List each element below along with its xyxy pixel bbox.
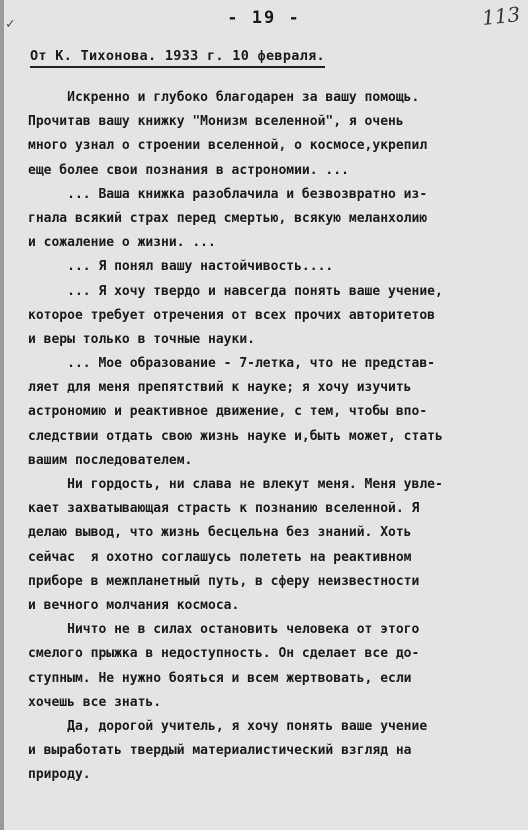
text-line: гнала всякий страх перед смертью, всякую меланхолию	[28, 210, 428, 226]
text-line: и веры только в точные науки.	[28, 331, 255, 347]
paragraph	[28, 618, 498, 715]
text-line: кает захватывающая страсть к познанию вселенной. Я	[28, 501, 420, 517]
text-line: Ни гордость, ни слава не влекут меня. Меня увле-	[28, 477, 443, 492]
text-line: смелого прыжка в недоступность. Он сделает все до-	[28, 646, 420, 662]
text-line: и выработать твердый материалистический взгляд на	[28, 743, 412, 759]
handwritten-folio-number: 113	[480, 2, 522, 30]
text-line: ... Я хочу твердо и навсегда понять ваше учение,	[28, 283, 443, 299]
text-line: ступным. Не нужно бояться и всем жертвовать, если	[28, 670, 412, 686]
text-line: природу.	[28, 767, 91, 783]
text-line: которое требует отречения от всех прочих авторитетов	[28, 307, 435, 323]
paragraph	[28, 473, 498, 618]
text-line: хочешь все знать.	[28, 694, 162, 710]
text-line: ... Я понял вашу настойчивость....	[28, 259, 334, 275]
corner-mark: ✓	[6, 16, 15, 32]
text-line: еще более свои познания в астрономии. ...	[28, 162, 349, 178]
text-line: Прочитав вашу книжку "Монизм вселенной", я очень	[28, 114, 404, 130]
letter-heading: От К. Тихонова. 1933 г. 10 февраля.	[30, 48, 325, 68]
text-line: вашим последователем.	[28, 452, 193, 468]
text-line: сейчас я охотно соглашусь полететь на реактивном	[28, 549, 412, 565]
paragraph	[28, 280, 498, 353]
text-line: ... Ваша книжка разоблачила и безвозвратно из-	[28, 186, 428, 202]
paragraph	[28, 352, 498, 473]
text-line: много узнал о строении вселенной, о космосе,укрепил	[28, 138, 428, 154]
text-line: астрономию и реактивное движение, с тем, чтобы впо-	[28, 404, 428, 420]
paragraph	[28, 86, 498, 183]
text-line: Ничто не в силах остановить человека от этого	[28, 622, 420, 638]
paragraph	[28, 715, 498, 788]
page-number: - 19 -	[227, 8, 301, 28]
letter-body	[28, 86, 498, 787]
text-line: Искренно и глубоко благодарен за вашу помощь.	[28, 90, 420, 105]
text-line: ... Мое образование - 7-летка, что не представ-	[28, 356, 435, 372]
text-line: и сожаление о жизни. ...	[28, 235, 216, 251]
paragraph	[28, 255, 498, 279]
text-line: ляет для меня препятствий к науке; я хочу изучить	[28, 380, 412, 396]
text-line: делаю вывод, что жизнь бесцельна без знаний. Хоть	[28, 525, 412, 541]
scan-edge	[0, 0, 4, 830]
text-line: и вечного молчания космоса.	[28, 597, 240, 613]
paragraph	[28, 183, 498, 256]
text-line: следствии отдать свою жизнь науке и,быть может, стать	[28, 428, 443, 444]
text-line: Да, дорогой учитель, я хочу понять ваше учение	[28, 718, 428, 734]
text-line: приборе в межпланетный путь, в сферу неизвестности	[28, 573, 420, 589]
